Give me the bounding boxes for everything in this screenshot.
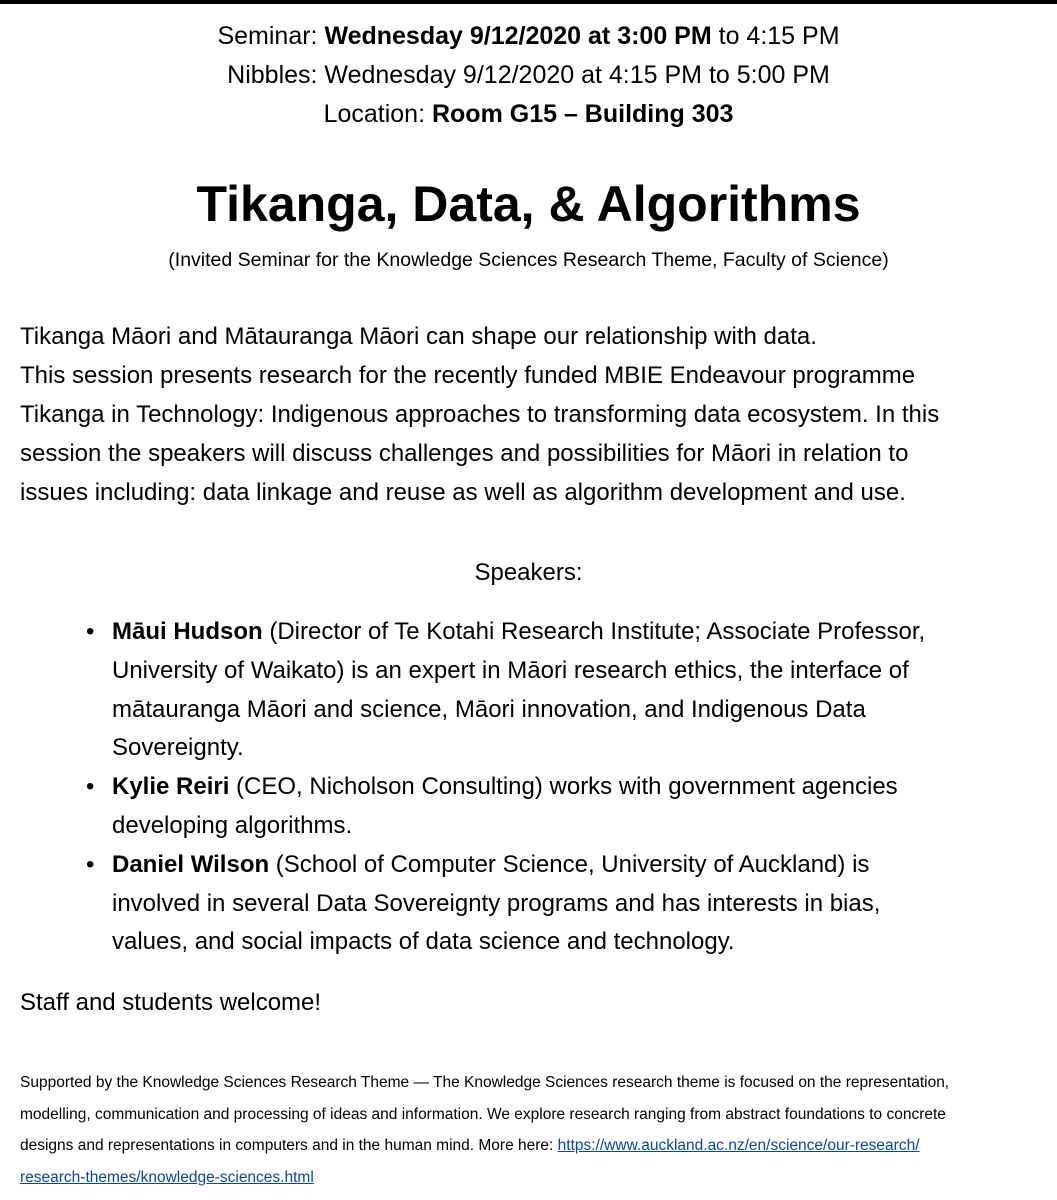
intro-line: Tikanga Māori and Mātauranga Māori can shape our relationship with data.	[20, 323, 817, 350]
nibbles-time: Nibbles: Wednesday 9/12/2020 at 4:15 PM to 5:00 PM	[227, 61, 830, 89]
page-subtitle: (Invited Seminar for the Knowledge Sciences Research Theme, Faculty of Science)	[168, 249, 889, 271]
footer-line: modelling, communication and processing of ideas and information. We explore research ranging from abstract foundations to concrete	[20, 1105, 946, 1123]
speaker-line: mātauranga Māori and science, Māori innovation, and Indigenous Data	[112, 695, 866, 723]
speaker-line: Sovereignty.	[112, 734, 244, 762]
speaker-name: Daniel Wilson	[112, 850, 270, 878]
speaker-line: involved in several Data Sovereignty programs and has interests in bias,	[112, 889, 881, 917]
location-room: Room G15 – Building 303	[431, 100, 734, 128]
seminar-time	[0, 21, 1057, 51]
location	[0, 99, 1057, 129]
speaker-line	[112, 846, 1012, 885]
bullet-icon: •	[86, 618, 95, 645]
knowledge-sciences-link-cont[interactable]: research-themes/knowledge-sciences.html	[20, 1168, 314, 1186]
footer-line: Supported by the Knowledge Sciences Research Theme — The Knowledge Sciences research theme is focused on the representation,	[20, 1074, 950, 1091]
footer-text: designs and representations in computers and in the human mind. More here:	[20, 1137, 558, 1154]
location-label: Location:	[323, 100, 432, 128]
speaker-desc: (Director of Te Kotahi Research Institute; Associate Professor,	[262, 618, 926, 645]
speaker-name: Māui Hudson	[112, 618, 263, 645]
speakers-heading: Speakers:	[474, 559, 583, 586]
speaker-name: Kylie Reiri	[112, 773, 230, 801]
seminar-label: Seminar:	[217, 22, 325, 50]
speaker-item-daniel-wilson	[0, 846, 1012, 962]
footer-line	[20, 1130, 1050, 1162]
bullet-icon: •	[86, 773, 95, 801]
seminar-date-bold: Wednesday 9/12/2020 at 3:00 PM	[324, 22, 712, 50]
speaker-line	[112, 768, 1012, 807]
intro-paragraph	[20, 317, 1050, 512]
intro-line: This session presents research for the recently funded MBIE Endeavour programme	[20, 362, 916, 389]
seminar-end: to 4:15 PM	[711, 22, 840, 50]
speaker-desc: (CEO, Nicholson Consulting) works with government agencies	[229, 773, 898, 801]
welcome-text: Staff and students welcome!	[20, 989, 322, 1016]
intro-line: issues including: data linkage and reuse as well as algorithm development and use.	[20, 479, 906, 506]
page-title: Tikanga, Data, & Algorithms	[196, 176, 861, 232]
footer-note	[20, 1067, 1050, 1193]
speaker-desc: (School of Computer Science, University of Auckland) is	[269, 850, 870, 878]
bullet-icon: •	[86, 850, 95, 878]
intro-line: session the speakers will discuss challenges and possibilities for Māori in relation to	[20, 440, 909, 467]
top-border	[0, 0, 1057, 4]
speaker-line: developing algorithms.	[112, 811, 353, 839]
speaker-item-kylie-reiri	[0, 768, 1012, 846]
intro-line: Tikanga in Technology: Indigenous approaches to transforming data ecosystem. In this	[20, 401, 940, 428]
speaker-line	[112, 613, 1012, 652]
speaker-line: University of Waikato) is an expert in Māori research ethics, the interface of	[112, 656, 909, 684]
speaker-line: values, and social impacts of data science and technology.	[112, 928, 735, 956]
speaker-item-maui-hudson	[0, 613, 1012, 768]
speaker-list	[0, 613, 1057, 962]
knowledge-sciences-link[interactable]: https://www.auckland.ac.nz/en/science/our-research/	[557, 1137, 920, 1154]
footer-line	[20, 1162, 1050, 1194]
